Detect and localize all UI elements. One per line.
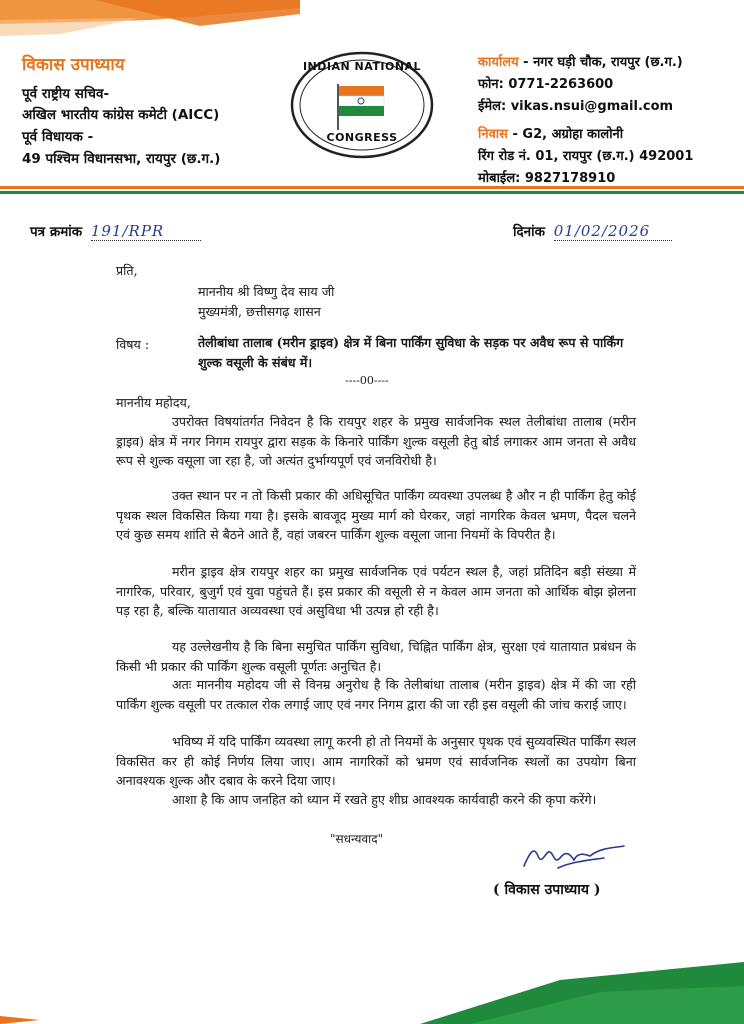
header-divider-green [0,191,744,194]
salutation: माननीय महोदय, [116,395,191,410]
closing: "सधन्यवाद" [330,832,384,846]
paragraph: उपरोक्त विषयांतर्गत निवेदन है कि रायपुर शहर के प्रमुख सार्वजनिक स्थल तेलीबांधा तालाब (मरीन ड्राइव) क्षेत्र में नगर निगम रायपुर द्वारा सड़क के किनारे पार्किंग शुल्क वसूली हेतु बोर्ड लगाकर आम जनता से अवैध रूप से शुल्क वसूला जा रहा है, जो अत्यंत दुर्भाग्यपूर्ण एवं जनविरोधी है। [116,414,636,468]
mobile: मोबाईल: 9827178910 [478,171,616,186]
residence-label: निवास [478,127,508,142]
date-label: दिनांक [513,224,546,240]
email: ईमेल: vikas.nsui@gmail.com [478,99,674,114]
subject-separator: ----00---- [345,374,389,387]
flag-saffron-band [338,86,384,96]
sender-designation-4: 49 पश्चिम विधानसभा, रायपुर (छ.ग.) [22,151,221,167]
sender-designation-2: अखिल भारतीय कांग्रेस कमेटी (AICC) [22,107,220,123]
logo-top-text: INDIAN NATIONAL [302,60,422,73]
addressee-name: माननीय श्री विष्णु देव साय जी [198,284,335,299]
ref-number [30,222,201,241]
subject-label: विषय : [116,337,150,352]
congress-logo [288,50,436,160]
light-swoosh [0,18,140,36]
paragraph: यह उल्लेखनीय है कि बिना समुचित पार्किंग सुविधा, चिह्नित पार्किंग क्षेत्र, सुरक्षा एवं यातायात प्रबंधन के किसी भी प्रकार की पार्किंग शुल्क वसूली पूर्णतः अनुचित है। [116,639,636,674]
residence-line-2: रिंग रोड नं. 01, रायपुर (छ.ग.) 492001 [478,149,694,164]
prati: प्रति, [116,263,138,278]
office-label: कार्यालय [478,55,519,70]
ref-label: पत्र क्रमांक [30,224,83,240]
flag-green-band [338,106,384,116]
residence-value: - G2, अग्रोहा कालोनी [507,127,624,142]
paragraph: मरीन ड्राइव क्षेत्र रायपुर शहर का प्रमुख सार्वजनिक एवं पर्यटन स्थल है, जहां प्रतिदिन बड़ी संख्या में नागरिक, परिवार, बुजुर्ग एवं युवा पहुंचते हैं। इस प्रकार की वसूली से न केवल आम जनता को आर्थिक बोझ झेलना पड़ रहा है, बल्कि यातायात अव्यवस्था एवं असुविधा भी उत्पन्न हो रही है। [116,564,636,618]
paragraph: आशा है कि आप जनहित को ध्यान में रखते हुए शीघ्र आवश्यक कार्यवाही करने की कृपा करेंगे। [172,792,597,807]
logo-bottom-text: CONGRESS [326,131,398,144]
signatory-name: ( विकास उपाध्याय ) [493,882,601,898]
paragraph: भविष्य में यदि पार्किंग व्यवस्था लागू करनी हो तो नियमों के अनुसार पृथक एवं सुव्यवस्थित पार्किंग स्थल विकसित कर ही कोई निर्णय लिया जाए। आम नागरिकों को भ्रमण एवं सार्वजनिक स्थलों का उपयोग बिना अनावश्यक शुल्क और दबाव के करने दिया जाए। [116,734,636,788]
sender-designation-1: पूर्व राष्ट्रीय सचिव- [22,86,110,102]
footer-decoration [0,920,744,1024]
office-value: - नगर घड़ी चौक, रायपुर (छ.ग.) [518,55,683,70]
saffron-corner [0,1016,40,1024]
addressee-title: मुख्यमंत्री, छत्तीसगढ़ शासन [198,304,321,319]
office-address [478,52,683,70]
letter-date [513,222,672,241]
signature-mark [520,832,640,876]
header-divider-saffron [0,186,744,189]
sender-name: विकास उपाध्याय [22,55,125,75]
ref-value: 191/RPR [90,222,165,240]
phone: फोन: 0771-2263600 [478,77,614,92]
paragraph: उक्त स्थान पर न तो किसी प्रकार की अधिसूचित पार्किंग व्यवस्था उपलब्ध है और न ही पार्किंग हेतु कोई पृथक स्थल विकसित किया गया है। इसके बावजूद मुख्य मार्ग को घेरकर, जहां नागरिक केवल भ्रमण, पैदल चलने एवं कुछ समय शांति से बैठने आते हैं, वहां जबरन पार्किंग शुल्क वसूला जाना नियमों के विपरीत है। [116,488,636,542]
subject-text: तेलीबांधा तालाब (मरीन ड्राइव) क्षेत्र में बिना पार्किंग सुविधा के सड़क पर अवैध रूप से पार्किंग शुल्क वसूली के संबंध में। [198,335,624,370]
paragraph: अतः माननीय महोदय जी से विनम्र अनुरोध है कि तेलीबांधा तालाब (मरीन ड्राइव) क्षेत्र में की जा रही पार्किंग शुल्क वसूली पर तत्काल रोक लगाई जाए एवं नगर निगम द्वारा की जा रही इस वसूली की जांच कराई जाए। [116,677,636,712]
sender-designation-3: पूर्व विधायक - [22,129,94,145]
residence-address [478,124,623,142]
date-value: 01/02/2026 [553,222,651,240]
header-decoration [0,0,744,46]
